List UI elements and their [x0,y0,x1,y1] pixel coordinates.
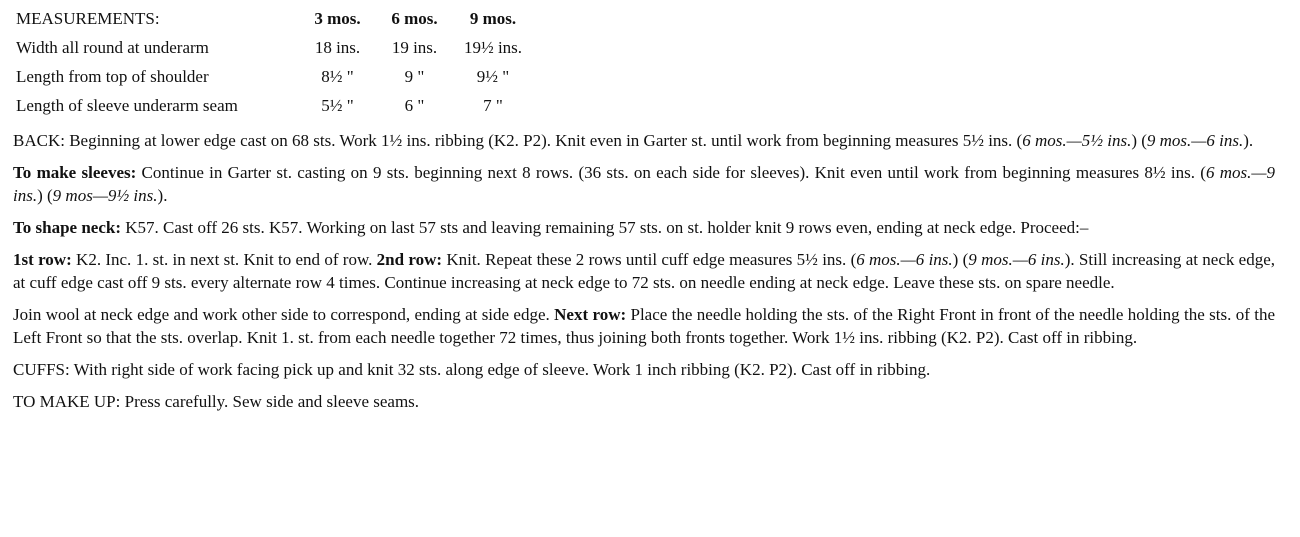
neck-heading: To shape neck: [13,218,122,237]
make-up-text: TO MAKE UP: Press carefully. Sew side and sleeve seams. [13,392,420,411]
measurement-row-width [13,33,533,62]
rows-end: ). Still increasing at neck edge, at cuff edge cast off 9 sts. every alternate row 4 times. Continue increasing at neck edge to 72 sts. on needle ending at neck edge. Leave these sts. on spare needle. [13,250,1275,292]
back-text: BACK: Beginning at lower edge cast on 68 sts. Work 1½ ins. ribbing (K2. P2). Knit even in Garter st. until work from beginning measures 5½ ins. ( [13,131,1023,150]
rows-alt-6mos: 6 mos.—6 ins. [856,250,953,269]
measurement-label: Width all round at underarm [16,38,209,57]
sleeves-alt-6mos: 6 mos.—9 ins. [13,163,1275,205]
make-up-paragraph [13,390,1275,413]
instructions [13,129,1275,422]
row1-heading: 1st row: [13,250,72,269]
measurement-value: 19 ins. [391,38,438,57]
neck-paragraph [13,216,1275,239]
row1-text: K2. Inc. 1. st. in next st. Knit to end of row. [71,250,377,269]
measurement-label: Length from top of shoulder [16,67,209,86]
back-end: ). [1243,131,1254,150]
sleeves-text: Continue in Garter st. casting on 9 sts. beginning next 8 rows. (36 sts. on each side for sleeves). Knit even until work from beginning measures 8½ ins. ( [136,163,1206,182]
size-header-3-mos: 3 mos. [314,9,361,28]
measurement-value: 6 " [404,96,425,115]
row2-heading: 2nd row: [376,250,443,269]
measurement-value: 19½ ins. [463,38,523,57]
measurement-value: 8½ " [321,67,354,86]
sleeves-alt-9mos: 9 mos—9½ ins. [52,186,158,205]
sleeves-separator: ) ( [37,186,53,205]
size-header-9-mos: 9 mos. [469,9,517,28]
measurement-value: 9½ " [476,67,510,86]
measurement-label: Length of sleeve underarm seam [16,96,238,115]
measurements-heading: MEASUREMENTS: [16,9,160,28]
cuffs-text: CUFFS: With right side of work facing pick up and knit 32 sts. along edge of sleeve. Work 1 inch ribbing (K2. P2). Cast off in ribbing. [13,360,931,379]
cuffs-paragraph [13,358,1275,381]
back-alt-6mos: 6 mos.—5½ ins. [1022,131,1132,150]
measurement-value: 5½ " [321,96,354,115]
measurement-value: 7 " [483,96,503,115]
rows-alt-9mos: 9 mos.—6 ins. [968,250,1065,269]
size-header-6-mos: 6 mos. [391,9,438,28]
sleeves-end: ). [157,186,168,205]
measurement-value: 9 " [404,67,425,86]
back-paragraph [13,129,1275,152]
back-separator: ) ( [1131,131,1147,150]
row2-text: Knit. Repeat these 2 rows until cuff edge measures 5½ ins. ( [442,250,857,269]
sleeves-paragraph [13,161,1275,207]
neck-text: K57. Cast off 26 sts. K57. Working on last 57 sts and leaving remaining 57 sts. on st. holder knit 9 rows even, ending at neck edge. Proceed:– [121,218,1089,237]
rows-paragraph [13,248,1275,294]
join-paragraph [13,303,1275,349]
sleeves-heading: To make sleeves: [13,163,137,182]
join-text-2: Place the needle holding the sts. of the Right Front in front of the needle holding the sts. of the Left Front so that the sts. overlap. Knit 1. st. from each needle together 72 times, thus joining both fronts together. Work 1½ ins. ribbing (K2. P2). Cast off in ribbing. [13,305,1275,347]
measurement-row-sleeve [13,91,533,120]
rows-separator: ) ( [952,250,969,269]
measurement-row-length [13,62,533,91]
back-alt-9mos: 9 mos.—6 ins. [1146,131,1244,150]
measurement-value: 18 ins. [314,38,361,57]
join-text: Join wool at neck edge and work other side to correspond, ending at side edge. [13,305,555,324]
next-row-heading: Next row: [554,305,627,324]
measurements-header-row [13,4,533,33]
measurements-table [13,4,533,120]
